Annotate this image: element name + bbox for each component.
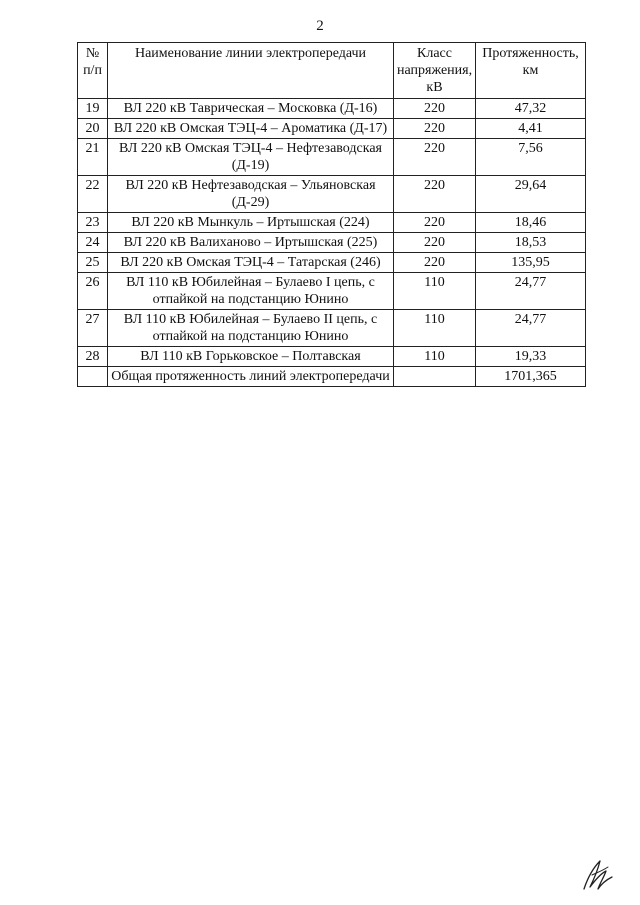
row-name: ВЛ 220 кВ Омская ТЭЦ-4 – Татарская (246) xyxy=(108,253,394,273)
table-row xyxy=(78,213,586,233)
total-length: 1701,365 xyxy=(476,367,586,387)
row-name: ВЛ 220 кВ Мынкуль – Иртышская (224) xyxy=(108,213,394,233)
row-num: 20 xyxy=(78,119,108,139)
row-voltage: 220 xyxy=(394,139,476,176)
row-name: ВЛ 220 кВ Омская ТЭЦ-4 – Нефтезаводская (Д-19) xyxy=(108,139,394,176)
header-voltage: Класс напряжения, кВ xyxy=(394,43,476,99)
total-num-cell xyxy=(78,367,108,387)
row-num: 22 xyxy=(78,176,108,213)
total-row xyxy=(78,367,586,387)
table-row xyxy=(78,176,586,213)
row-name: ВЛ 220 кВ Таврическая – Московка (Д-16) xyxy=(108,99,394,119)
row-num: 24 xyxy=(78,233,108,253)
header-name: Наименование линии электропередачи xyxy=(108,43,394,99)
total-label: Общая протяженность линий электропередачи xyxy=(108,367,394,387)
row-length: 19,33 xyxy=(476,347,586,367)
row-num: 26 xyxy=(78,273,108,310)
row-name: ВЛ 220 кВ Нефтезаводская – Ульяновская (Д-29) xyxy=(108,176,394,213)
table-row xyxy=(78,139,586,176)
table-header-row xyxy=(78,43,586,99)
row-num: 19 xyxy=(78,99,108,119)
table-row xyxy=(78,310,586,347)
page-number: 2 xyxy=(316,18,324,34)
row-length: 7,56 xyxy=(476,139,586,176)
row-voltage: 110 xyxy=(394,347,476,367)
table-row xyxy=(78,273,586,310)
power-lines-table xyxy=(77,42,586,387)
total-voltage-cell xyxy=(394,367,476,387)
table-row xyxy=(78,347,586,367)
header-num: № п/п xyxy=(78,43,108,99)
row-num: 28 xyxy=(78,347,108,367)
table-row xyxy=(78,253,586,273)
row-voltage: 220 xyxy=(394,213,476,233)
row-length: 18,53 xyxy=(476,233,586,253)
row-name: ВЛ 220 кВ Валиханово – Иртышская (225) xyxy=(108,233,394,253)
table-row xyxy=(78,119,586,139)
row-num: 27 xyxy=(78,310,108,347)
row-length: 47,32 xyxy=(476,99,586,119)
table-row xyxy=(78,233,586,253)
row-name: ВЛ 220 кВ Омская ТЭЦ-4 – Ароматика (Д-17) xyxy=(108,119,394,139)
row-length: 24,77 xyxy=(476,310,586,347)
row-name: ВЛ 110 кВ Юбилейная – Булаево II цепь, с отпайкой на подстанцию Юнино xyxy=(108,310,394,347)
header-length: Протяженность, км xyxy=(476,43,586,99)
signature-icon xyxy=(578,855,618,895)
row-length: 18,46 xyxy=(476,213,586,233)
row-length: 135,95 xyxy=(476,253,586,273)
row-num: 23 xyxy=(78,213,108,233)
row-name: ВЛ 110 кВ Юбилейная – Булаево I цепь, с отпайкой на подстанцию Юнино xyxy=(108,273,394,310)
row-voltage: 220 xyxy=(394,119,476,139)
row-name: ВЛ 110 кВ Горьковское – Полтавская xyxy=(108,347,394,367)
row-voltage: 110 xyxy=(394,273,476,310)
row-length: 29,64 xyxy=(476,176,586,213)
row-voltage: 220 xyxy=(394,176,476,213)
row-num: 25 xyxy=(78,253,108,273)
row-voltage: 220 xyxy=(394,99,476,119)
row-voltage: 110 xyxy=(394,310,476,347)
row-voltage: 220 xyxy=(394,233,476,253)
row-voltage: 220 xyxy=(394,253,476,273)
row-num: 21 xyxy=(78,139,108,176)
table-row xyxy=(78,99,586,119)
row-length: 24,77 xyxy=(476,273,586,310)
row-length: 4,41 xyxy=(476,119,586,139)
